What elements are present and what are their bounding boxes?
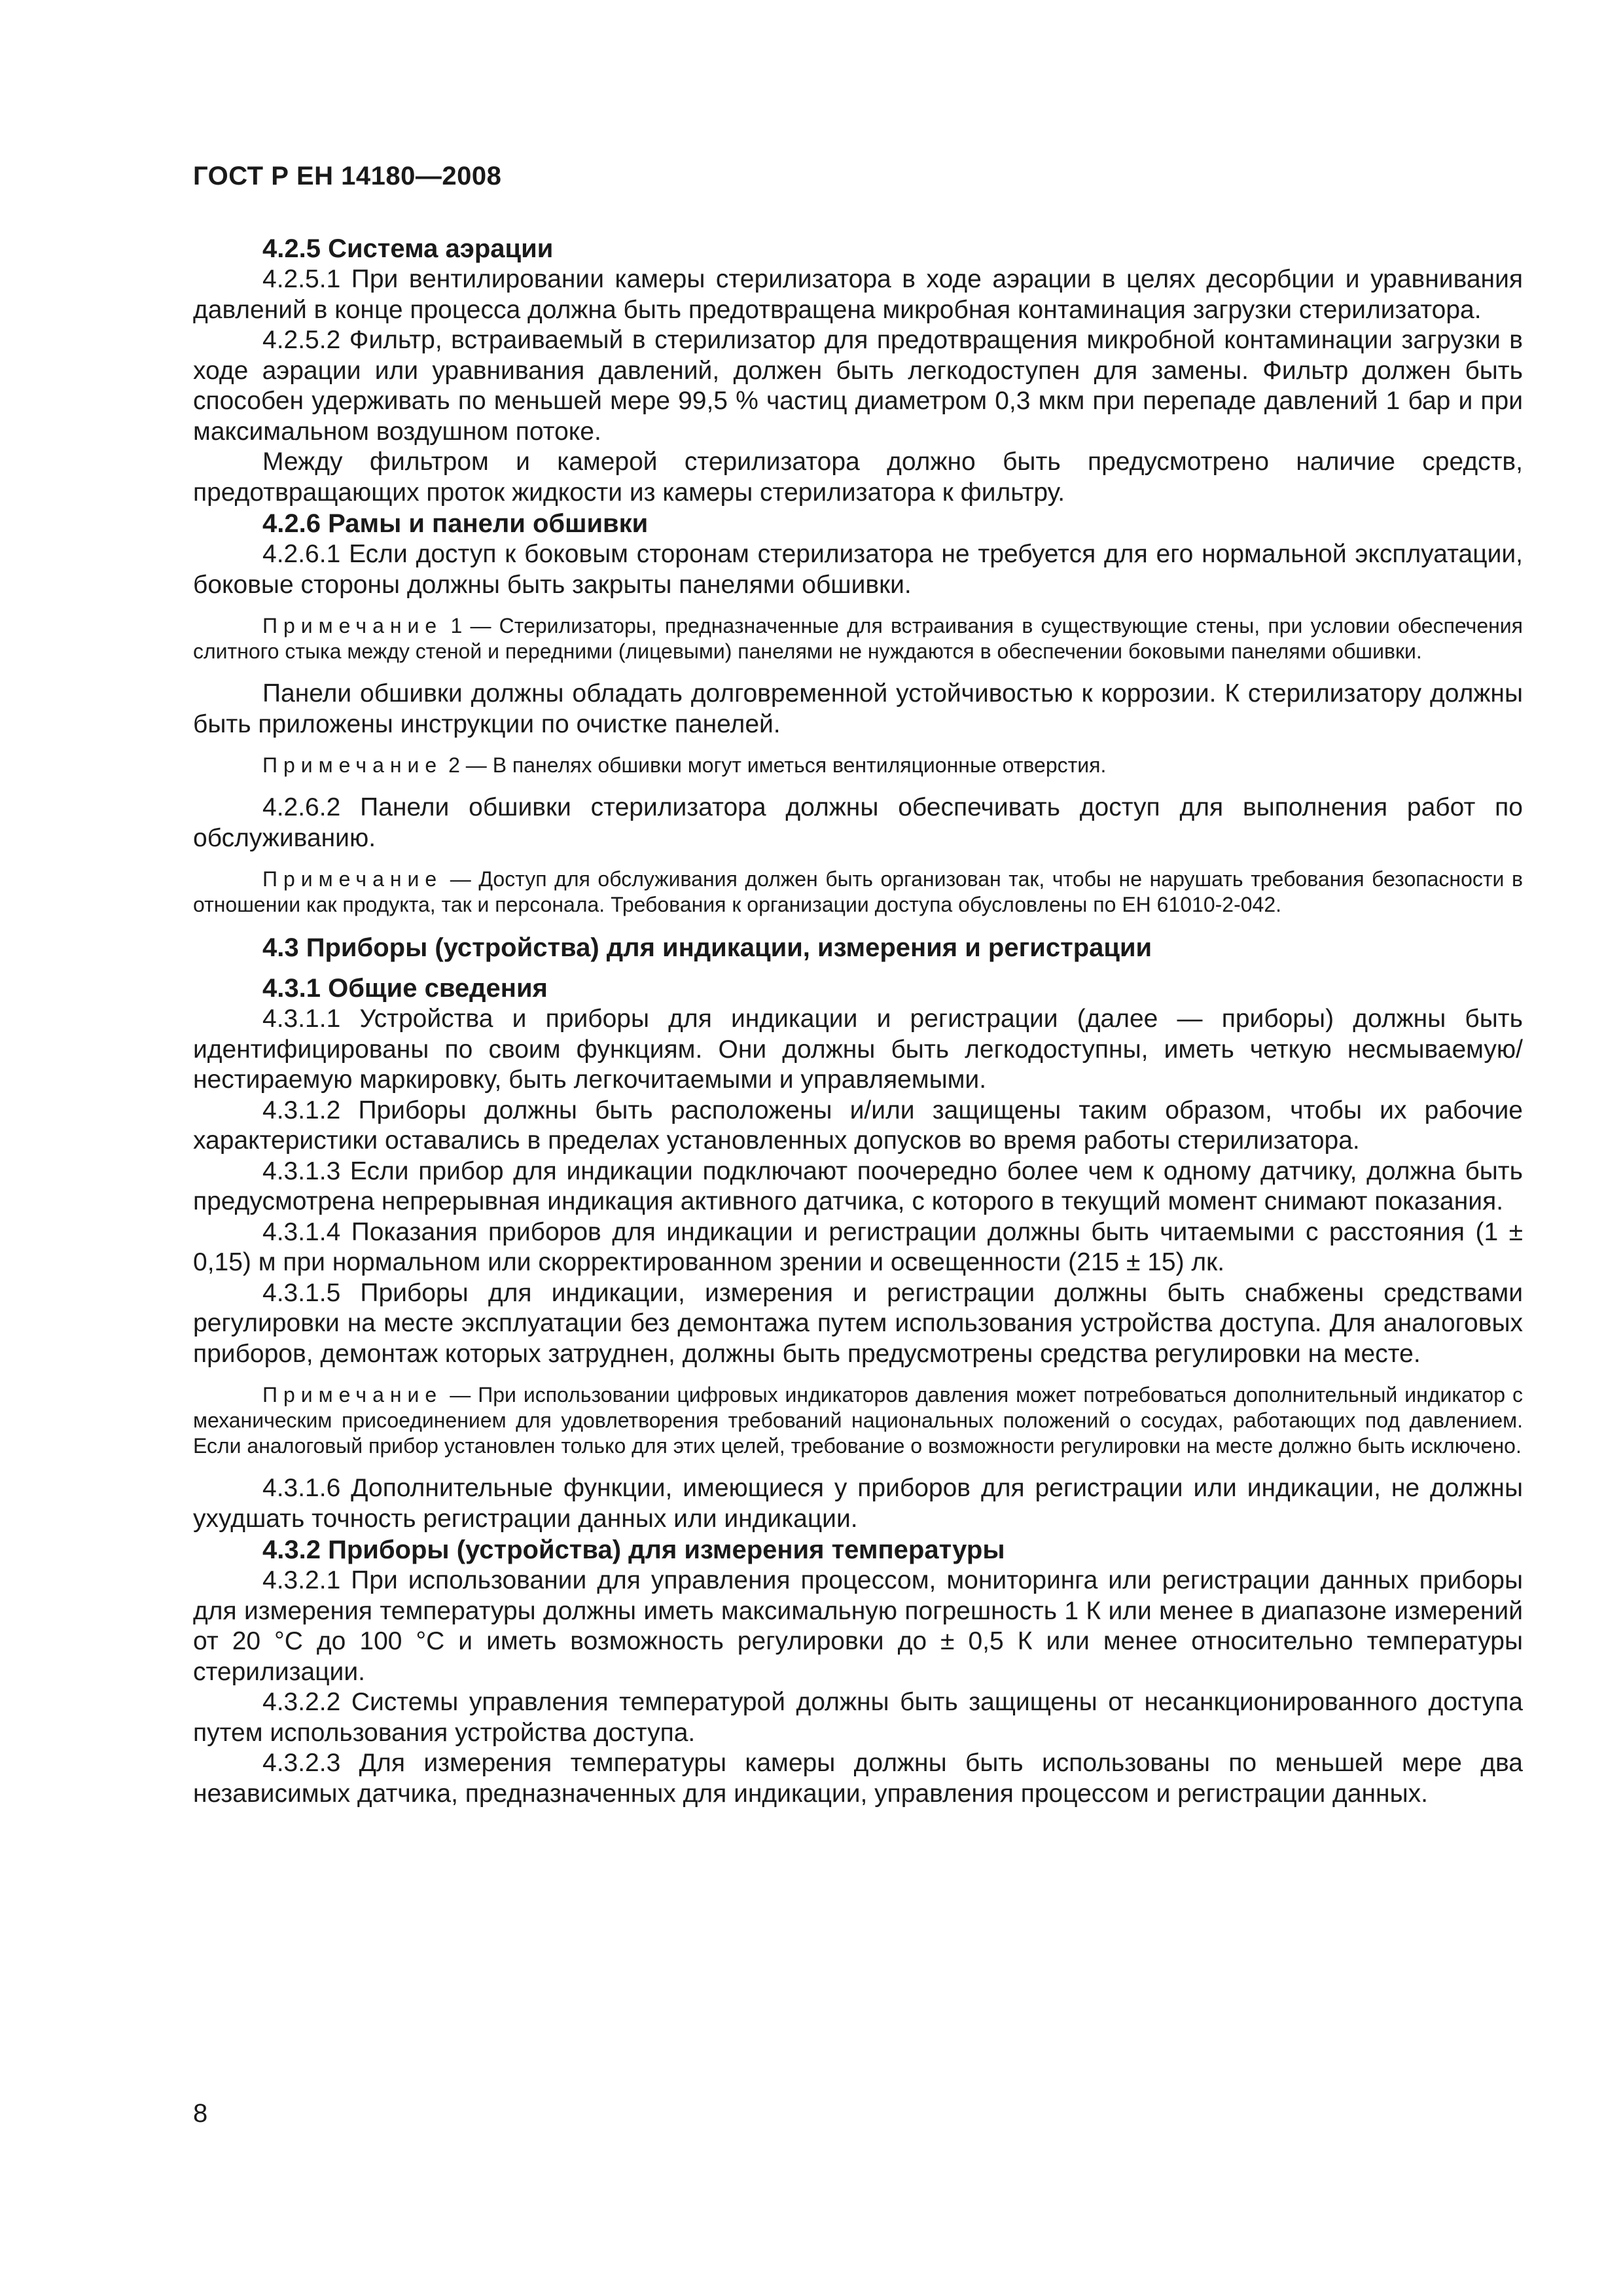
paragraph-4-3-1-1: 4.3.1.1 Устройства и приборы для индикации и регистрации (далее — приборы) должны быть идентифицированы по своим функциям. Они должны быть легкодоступны, иметь четкую несмываемую/нестираемую маркировку, быть легкочитаемыми и управляемыми. bbox=[193, 1005, 1523, 1094]
note-4 bbox=[193, 1382, 1523, 1459]
note-3-label: Примечание bbox=[262, 867, 443, 891]
note-1 bbox=[193, 613, 1523, 664]
paragraph-4-3-1-6: 4.3.1.6 Дополнительные функции, имеющиеся у приборов для регистрации или индикации, не должны ухудшать точность регистрации данных или индикации. bbox=[193, 1474, 1523, 1533]
note-2 bbox=[193, 753, 1523, 778]
document-body bbox=[193, 233, 1523, 1809]
heading-4-3-1: 4.3.1 Общие сведения bbox=[262, 974, 548, 1003]
paragraph-4-2-5-2: 4.2.5.2 Фильтр, встраиваемый в стерилизатор для предотвращения микробной контаминации загрузки в ходе аэрации или уравнивания давлений, должен быть легкодоступен для замены. Фильтр должен быть способен удерживать по меньшей мере 99,5 % частиц диаметром 0,3 мкм при перепаде давлений 1 бар и при максимальном воздушном потоке. bbox=[193, 326, 1523, 446]
paragraph-4-3-2-1: 4.3.2.1 При использовании для управления процессом, мониторинга или регистрации данных приборы для измерения температуры должны иметь максимальную погрешность 1 К или менее в диапазоне измерений от 20 °С до 100 °С и иметь возможность регулировки до ± 0,5 К или менее относительно температуры стерилизации. bbox=[193, 1566, 1523, 1686]
note-1-label: Примечание bbox=[262, 614, 443, 637]
paragraph-4-3-1-3: 4.3.1.3 Если прибор для индикации подключают поочередно более чем к одному датчику, должна быть предусмотрена непрерывная индикация активного датчика, с которого в текущий момент снимают показания. bbox=[193, 1157, 1523, 1215]
heading-4-2-6: 4.2.6 Рамы и панели обшивки bbox=[262, 509, 649, 538]
note-3 bbox=[193, 867, 1523, 918]
paragraph-4-3-2-3: 4.3.2.3 Для измерения температуры камеры должны быть использованы по меньшей мере два независимых датчика, предназначенных для индикации, управления процессом и регистрации данных. bbox=[193, 1749, 1523, 1808]
document-code: ГОСТ Р ЕН 14180—2008 bbox=[193, 162, 502, 190]
heading-4-2-5: 4.2.5 Система аэрации bbox=[262, 234, 554, 263]
note-1-text: 1 — Стерилизаторы, предназначенные для встраивания в существующие стены, при условии обеспечения слитного стыка между стеной и передними (лицевыми) панелями не нуждаются в обеспечении боковыми панелями обшивки. bbox=[193, 614, 1523, 663]
heading-4-3: 4.3 Приборы (устройства) для индикации, измерения и регистрации bbox=[262, 933, 1152, 962]
heading-4-3-2: 4.3.2 Приборы (устройства) для измерения температуры bbox=[262, 1535, 1005, 1564]
note-3-text: — Доступ для обслуживания должен быть организован так, чтобы не нарушать требования безопасности в отношении как продукта, так и персонала. Требования к организации доступа обусловлены по ЕН 61010-2-042. bbox=[193, 867, 1523, 916]
paragraph-filter-protection: Между фильтром и камерой стерилизатора должно быть предусмотрено наличие средств, предотвращающих проток жидкости из камеры стерилизатора к фильтру. bbox=[193, 448, 1523, 507]
note-4-label: Примечание bbox=[262, 1383, 443, 1407]
paragraph-4-3-1-5: 4.3.1.5 Приборы для индикации, измерения и регистрации должны быть снабжены средствами регулировки на месте эксплуатации без демонтажа путем использования устройства доступа. Для аналоговых приборов, демонтаж которых затруднен, должны быть предусмотрены средства регулировки на месте. bbox=[193, 1278, 1523, 1368]
note-2-label: Примечание bbox=[262, 753, 443, 777]
paragraph-4-2-6-1: 4.2.6.1 Если доступ к боковым сторонам стерилизатора не требуется для его нормальной эксплуатации, боковые стороны должны быть закрыты панелями обшивки. bbox=[193, 540, 1523, 599]
paragraph-4-3-1-2: 4.3.1.2 Приборы должны быть расположены и/или защищены таким образом, чтобы их рабочие характеристики оставались в пределах установленных допусков во время работы стерилизатора. bbox=[193, 1096, 1523, 1155]
paragraph-panels: Панели обшивки должны обладать долговременной устойчивостью к коррозии. К стерилизатору должны быть приложены инструкции по очистке панелей. bbox=[193, 679, 1523, 738]
paragraph-4-2-5-1: 4.2.5.1 При вентилировании камеры стерилизатора в ходе аэрации в целях десорбции и уравнивания давлений в конце процесса должна быть предотвращена микробная контаминация загрузки стерилизатора. bbox=[193, 265, 1523, 324]
paragraph-4-2-6-2: 4.2.6.2 Панели обшивки стерилизатора должны обеспечивать доступ для выполнения работ по обслуживанию. bbox=[193, 793, 1523, 852]
note-2-text: 2 — В панелях обшивки могут иметься вентиляционные отверстия. bbox=[442, 753, 1107, 777]
paragraph-4-3-1-4: 4.3.1.4 Показания приборов для индикации и регистрации должны быть читаемыми с расстояния (1 ± 0,15) м при нормальном или скорректированном зрении и освещенности (215 ± 15) лк. bbox=[193, 1217, 1523, 1276]
page-number: 8 bbox=[193, 2099, 208, 2128]
paragraph-4-3-2-2: 4.3.2.2 Системы управления температурой должны быть защищены от несанкционированного доступа путем использования устройства доступа. bbox=[193, 1688, 1523, 1747]
note-4-text: — При использовании цифровых индикаторов давления может потребоваться дополнительный индикатор с механическим присоединением для удовлетворения требований национальных положений о сосудах, работающих под давлением. Если аналоговый прибор установлен только для этих целей, требование о возможности регулировки на месте должно быть исключено. bbox=[193, 1383, 1523, 1458]
